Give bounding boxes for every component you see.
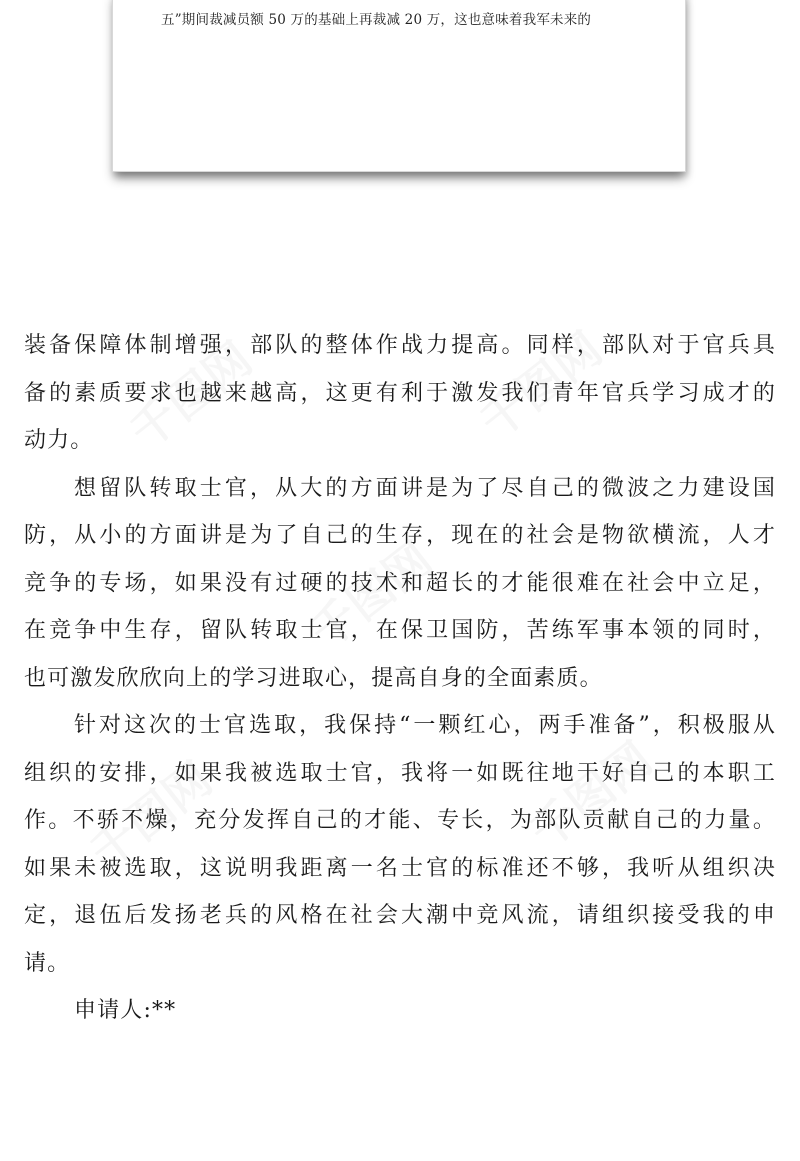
watermark: 千图网 <box>519 731 662 860</box>
paragraph-line: 请。 <box>24 950 71 976</box>
preview-card <box>112 0 686 172</box>
paragraph-line: 针对这次的士官选取，我保持“一颗红心，两手准备”，积极服从 <box>74 713 776 738</box>
watermark: 千图网 <box>469 321 612 450</box>
paragraph-line: 防，从小的方面讲是为了自己的生存，现在的社会是物欲横流，人才 <box>24 523 776 548</box>
watermark: 千图网 <box>299 531 442 660</box>
paragraph-line: 备的素质要求也越来越高，这更有利于激发我们青年官兵学习成才的 <box>24 380 776 406</box>
paragraph-line: 也可激发欣欣向上的学习进取心，提高自身的全面素质。 <box>24 665 603 691</box>
paragraph-line: 作。不骄不燥，充分发挥自己的才能、专长，为部队贡献自己的力量。 <box>24 808 776 833</box>
preview-text-line: 五”期间裁减员额 50 万的基础上再裁减 20 万，这也意味着我军未来的 <box>161 12 592 28</box>
paragraph-line: 定，退伍后发扬老兵的风格在社会大潮中竞风流，请组织接受我的申 <box>24 903 776 928</box>
paragraph-line: 想留队转取士官，从大的方面讲是为了尽自己的微波之力建设国 <box>74 475 776 501</box>
paragraph-line: 动力。 <box>24 428 94 453</box>
watermark: 千图网 <box>79 751 222 880</box>
paragraph-line: 如果未被选取，这说明我距离一名士官的标准还不够，我听从组织决 <box>24 855 776 881</box>
paragraph-line: 组织的安排，如果我被选取士官，我将一如既往地干好自己的本职工 <box>24 760 776 786</box>
watermark: 千图网 <box>119 331 262 460</box>
paragraph-line: 装备保障体制增强，部队的整体作战力提高。同样，部队对于官兵具 <box>24 333 776 358</box>
paragraph-line: 竞争的专场，如果没有过硬的技术和超长的才能很难在社会中立足， <box>24 570 776 596</box>
letter-body <box>24 322 776 1035</box>
signature-line: 申请人:** <box>74 998 177 1023</box>
paragraph-line: 在竞争中生存，留队转取士官，在保卫国防，苦练军事本领的同时， <box>24 618 776 643</box>
